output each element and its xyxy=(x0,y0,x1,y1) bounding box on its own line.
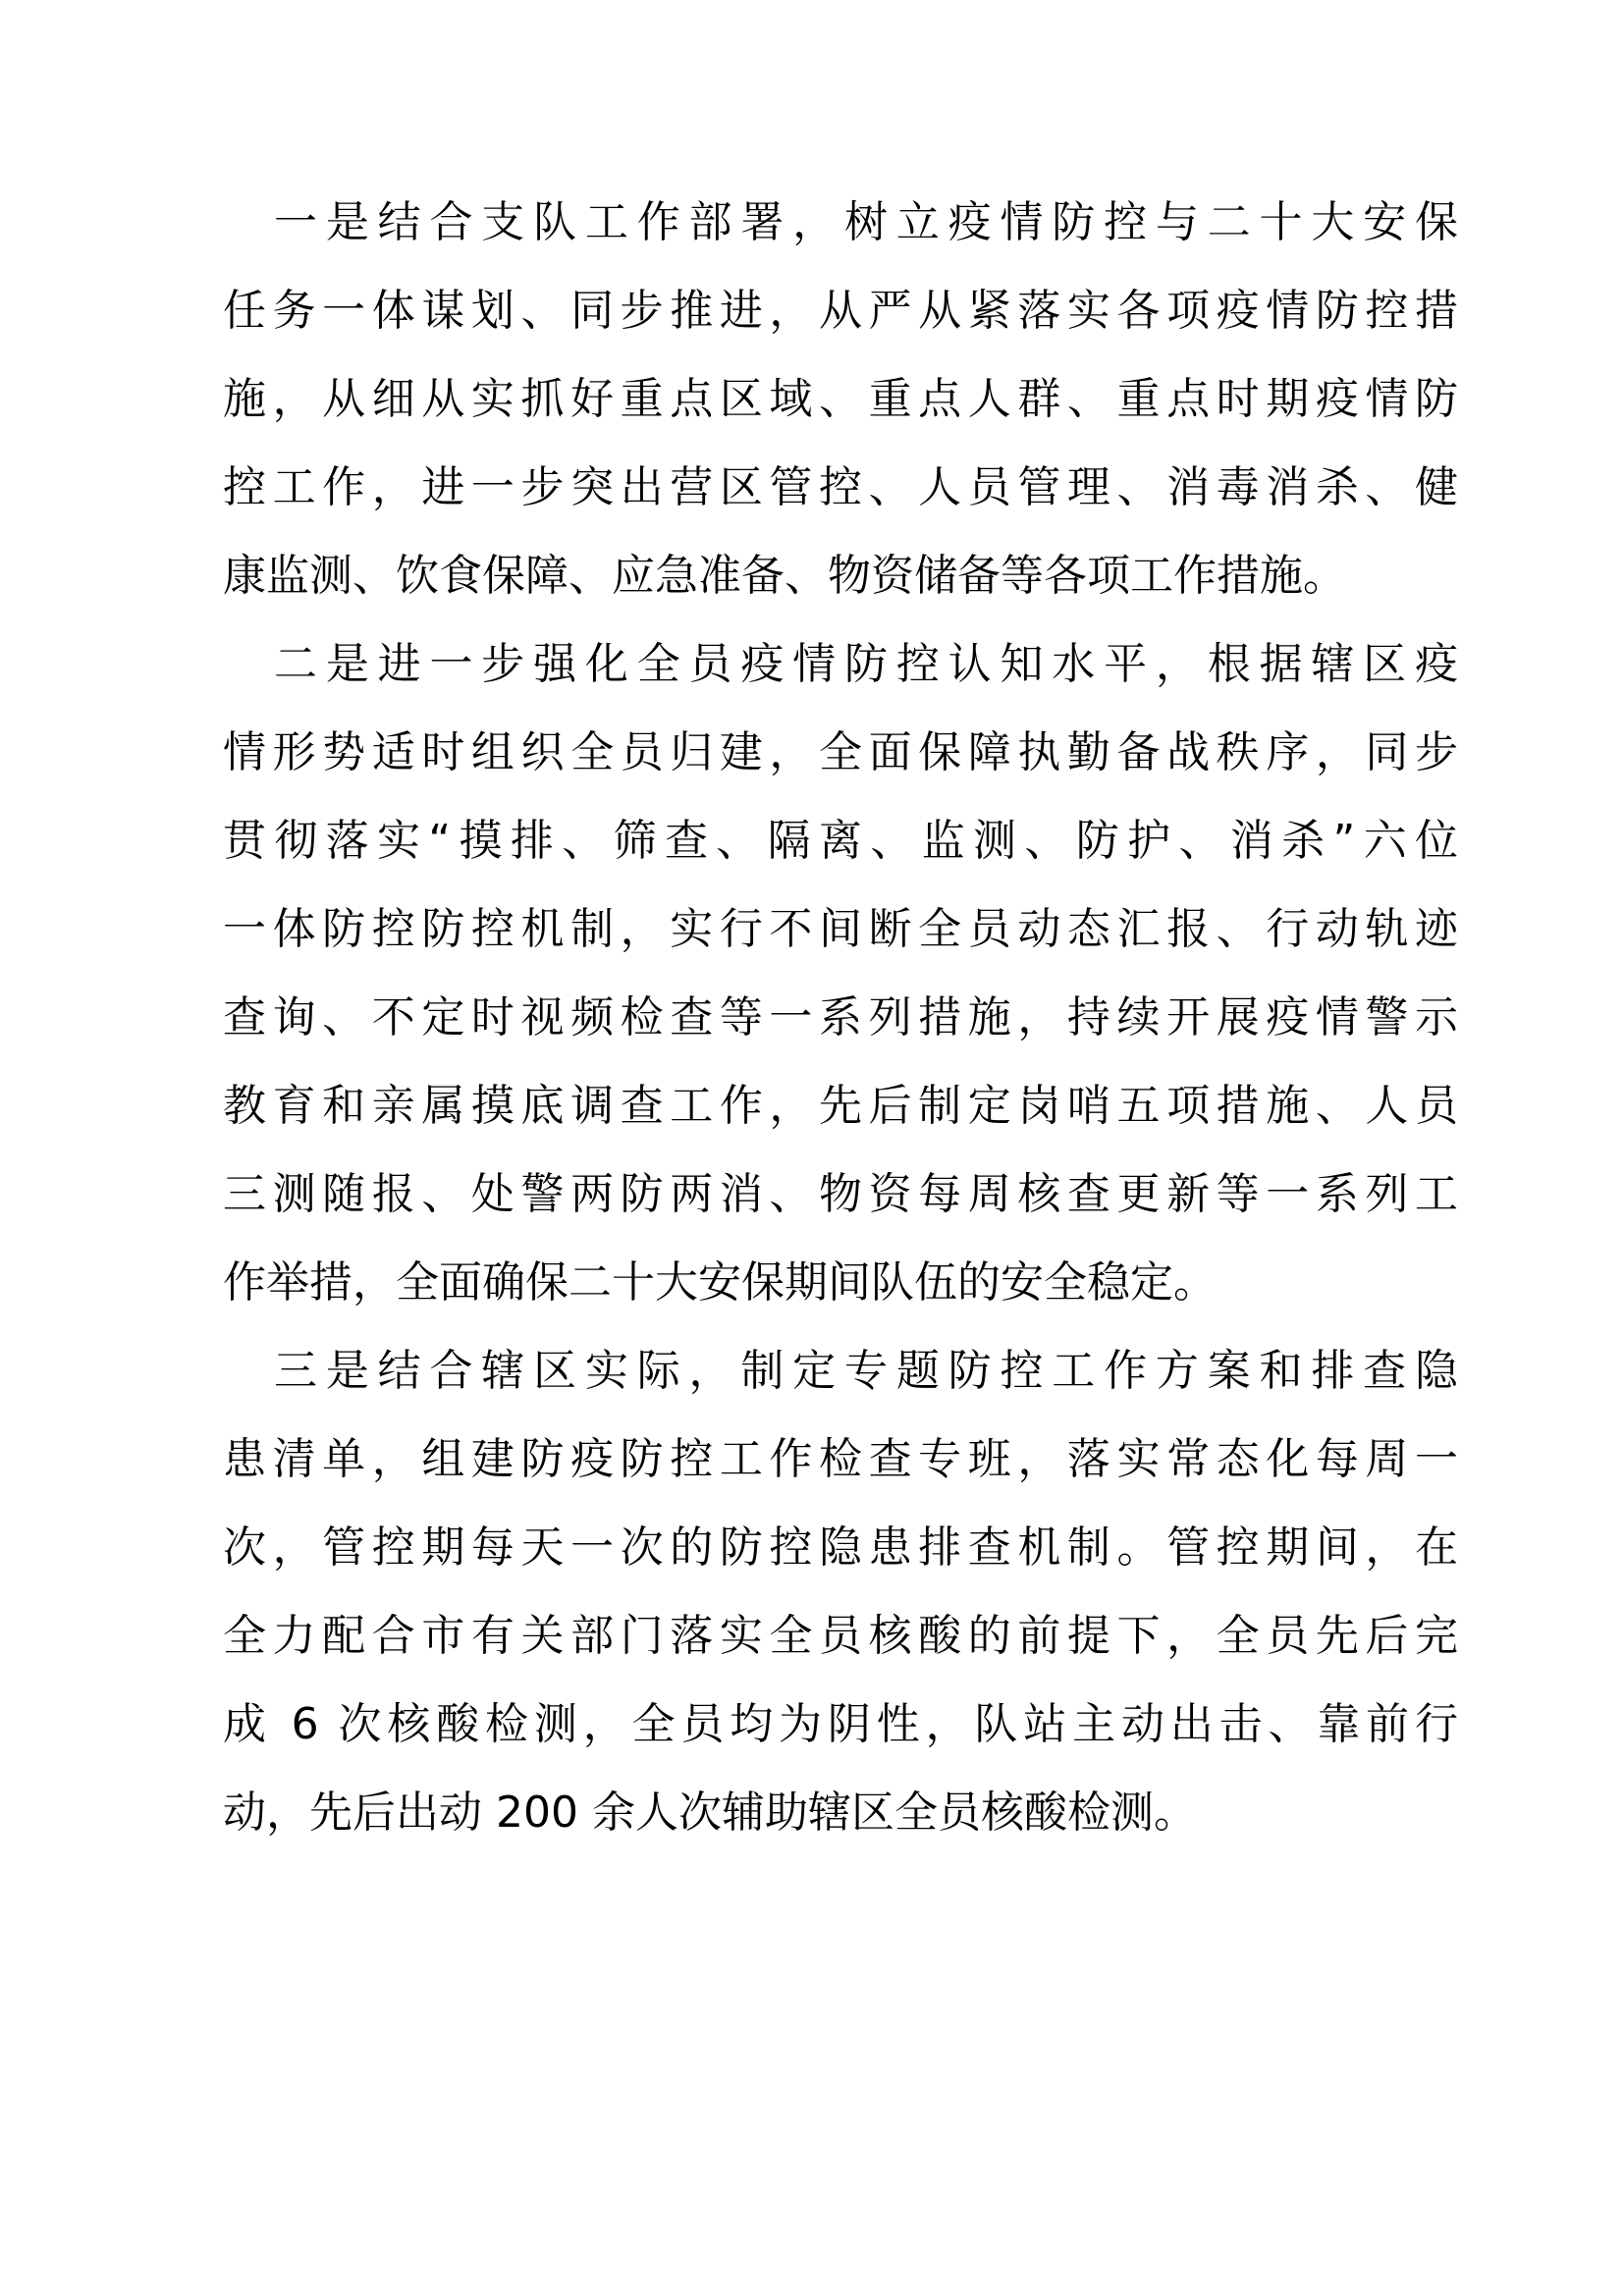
text-line: 查询、不定时视频检查等一系列措施，持续开展疫情警示 xyxy=(223,992,1458,1042)
text-line: 一体防控防控机制，实行不间断全员动态汇报、行动轨迹 xyxy=(223,904,1458,954)
text-line: 一是结合支队工作部署，树立疫情防控与二十大安保 xyxy=(274,197,1458,247)
paragraph xyxy=(223,620,1458,1327)
text-line: 全力配合市有关部门落实全员核酸的前提下，全员先后完 xyxy=(223,1611,1458,1661)
text-line: 患清单，组建防疫防控工作检查专班，落实常态化每周一 xyxy=(223,1434,1458,1484)
text-line: 任务一体谋划、同步推进，从严从紧落实各项疫情防控措 xyxy=(223,286,1458,336)
paragraph xyxy=(223,1327,1458,1857)
text-line: 施，从细从实抓好重点区域、重点人群、重点时期疫情防 xyxy=(223,374,1458,424)
text-line: 教育和亲属摸底调查工作，先后制定岗哨五项措施、人员 xyxy=(223,1081,1458,1131)
text-line: 作举措，全面确保二十大安保期间队伍的安全稳定。 xyxy=(223,1257,1217,1308)
document-body xyxy=(223,179,1458,1857)
text-line: 二是进一步强化全员疫情防控认知水平，根据辖区疫 xyxy=(274,639,1458,689)
text-line: 三测随报、处警两防两消、物资每周核查更新等一系列工 xyxy=(223,1169,1458,1219)
text-line: 次，管控期每天一次的防控隐患排查机制。管控期间，在 xyxy=(223,1522,1458,1573)
text-line: 动，先后出动 200 余人次辅助辖区全员核酸检测。 xyxy=(223,1788,1197,1838)
text-line: 贯彻落实“摸排、筛查、隔离、监测、防护、消杀”六位 xyxy=(223,816,1458,866)
text-line: 情形势适时组织全员归建，全面保障执勤备战秩序，同步 xyxy=(223,727,1458,777)
text-line: 成 6 次核酸检测，全员均为阴性，队站主动出击、靠前行 xyxy=(223,1699,1458,1749)
text-line: 三是结合辖区实际，制定专题防控工作方案和排查隐 xyxy=(274,1346,1458,1396)
text-line: 控工作，进一步突出营区管控、人员管理、消毒消杀、健 xyxy=(223,462,1458,512)
text-line: 康监测、饮食保障、应急准备、物资储备等各项工作措施。 xyxy=(223,551,1346,601)
paragraph xyxy=(223,179,1458,620)
